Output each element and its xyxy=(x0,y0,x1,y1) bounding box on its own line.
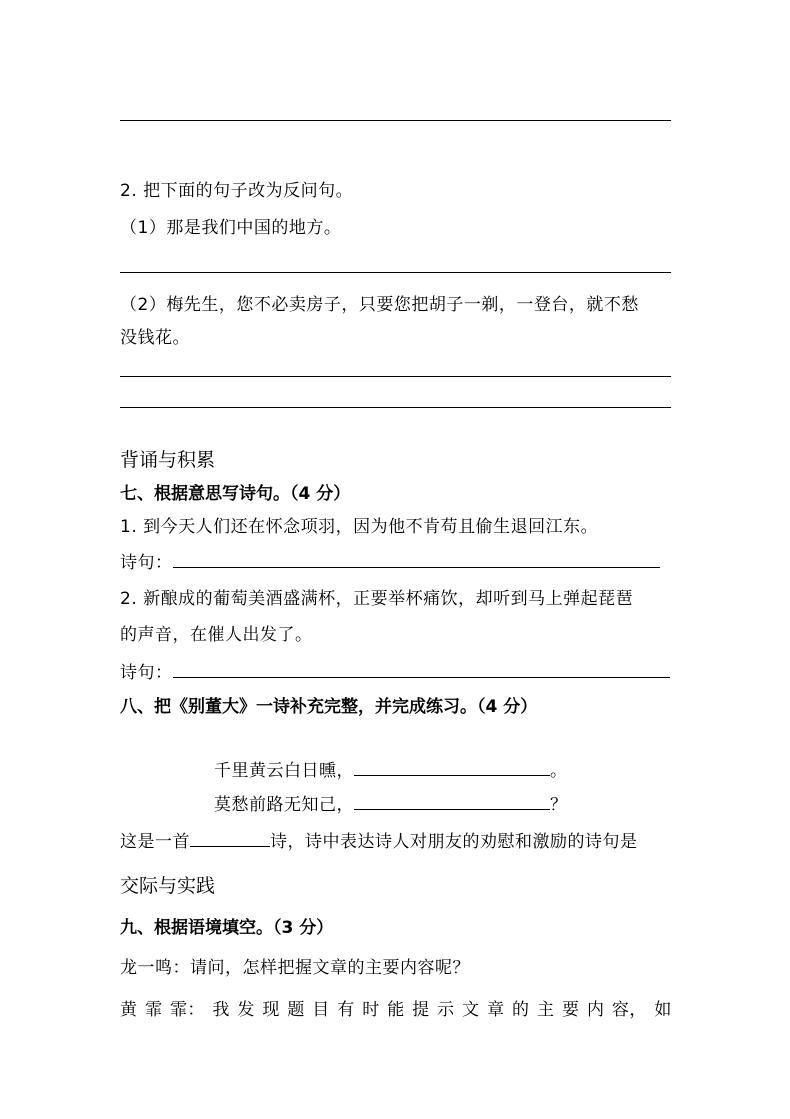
question-2-title: 2. 把下面的句子改为反问句。 xyxy=(120,181,354,201)
question-7-item-2-line-1: 2. 新酿成的葡萄美酒盛满杯，正要举杯痛饮，却听到马上弹起琵琶 xyxy=(120,589,634,609)
dialogue-char: 主 xyxy=(537,1000,555,1020)
sentence-rest: 诗，诗中表达诗人对朋友的劝慰和激励的诗句是 xyxy=(270,832,638,852)
question-7-item-2-line-2: 的声音，在催人出发了。 xyxy=(120,625,313,645)
section-heading-recite: 背诵与积累 xyxy=(120,449,216,471)
dialogue-char: 内 xyxy=(586,1000,605,1020)
dialogue-char: 示 xyxy=(437,1000,455,1020)
answer-line xyxy=(120,407,671,408)
poem-line-2 xyxy=(214,793,568,815)
dialogue-char: 的 xyxy=(512,1000,530,1020)
dialogue-char: 时 xyxy=(362,1000,380,1020)
dialogue-line-1: 龙一鸣：请问，怎样把握文章的主要内容呢？ xyxy=(120,958,470,978)
dialogue-char: 文 xyxy=(462,1000,480,1020)
answer-line xyxy=(120,272,671,273)
dialogue-line-2 xyxy=(120,1000,672,1020)
dialogue-char: 提 xyxy=(412,1000,430,1020)
poem-answer-blank[interactable] xyxy=(173,551,660,568)
sentence-start: 这是一首 xyxy=(120,832,190,852)
poem-punct: ？ xyxy=(550,795,568,815)
dialogue-char: 黄 xyxy=(120,1000,138,1020)
dialogue-char: 如 xyxy=(654,1000,672,1020)
poem-type-blank[interactable] xyxy=(190,830,270,847)
section-heading-practice: 交际与实践 xyxy=(120,875,216,897)
dialogue-char: 章 xyxy=(487,1000,505,1020)
dialogue-char: 现 xyxy=(262,1000,280,1020)
question-2-item-1: （1）那是我们中国的地方。 xyxy=(120,218,342,238)
dialogue-char: 容， xyxy=(611,1000,647,1020)
dialogue-char: 有 xyxy=(337,1000,355,1020)
dialogue-char: 要 xyxy=(561,1000,580,1020)
question-8-title: 八、把《别董大》一诗补充完整，并完成练习。（4 分） xyxy=(120,697,538,717)
question-8-sentence xyxy=(120,830,638,852)
answer-label: 诗句： xyxy=(120,553,173,573)
question-7-title: 七、根据意思写诗句。（4 分） xyxy=(120,484,351,504)
question-2-item-2-line-1: （2）梅先生，您不必卖房子，只要您把胡子一剃，一登台，就不愁 xyxy=(120,295,639,315)
dialogue-char: 我 xyxy=(212,1000,230,1020)
answer-line xyxy=(120,120,671,121)
dialogue-char: 霏： xyxy=(169,1000,205,1020)
poem-line-1 xyxy=(214,759,568,781)
poem-text: 千里黄云白日曛， xyxy=(214,761,354,781)
dialogue-char: 霏 xyxy=(144,1000,163,1020)
answer-line xyxy=(120,376,671,377)
dialogue-char: 题 xyxy=(287,1000,305,1020)
dialogue-char: 目 xyxy=(312,1000,330,1020)
poem-text: 莫愁前路无知己， xyxy=(214,795,354,815)
question-2-item-2-line-2: 没钱花。 xyxy=(120,328,190,348)
poem-blank-2[interactable] xyxy=(354,793,550,810)
poem-answer-blank[interactable] xyxy=(173,661,670,678)
dialogue-char: 能 xyxy=(387,1000,405,1020)
answer-label: 诗句： xyxy=(120,663,173,683)
poem-punct: 。 xyxy=(550,761,568,781)
question-7-item-1: 1. 到今天人们还在怀念项羽，因为他不肯苟且偷生退回江东。 xyxy=(120,517,599,537)
poem-blank-1[interactable] xyxy=(354,759,550,776)
question-7-answer-2 xyxy=(120,661,670,683)
question-9-title: 九、根据语境填空。（3 分） xyxy=(120,918,334,938)
question-7-answer-1 xyxy=(120,551,660,573)
dialogue-char: 发 xyxy=(237,1000,255,1020)
